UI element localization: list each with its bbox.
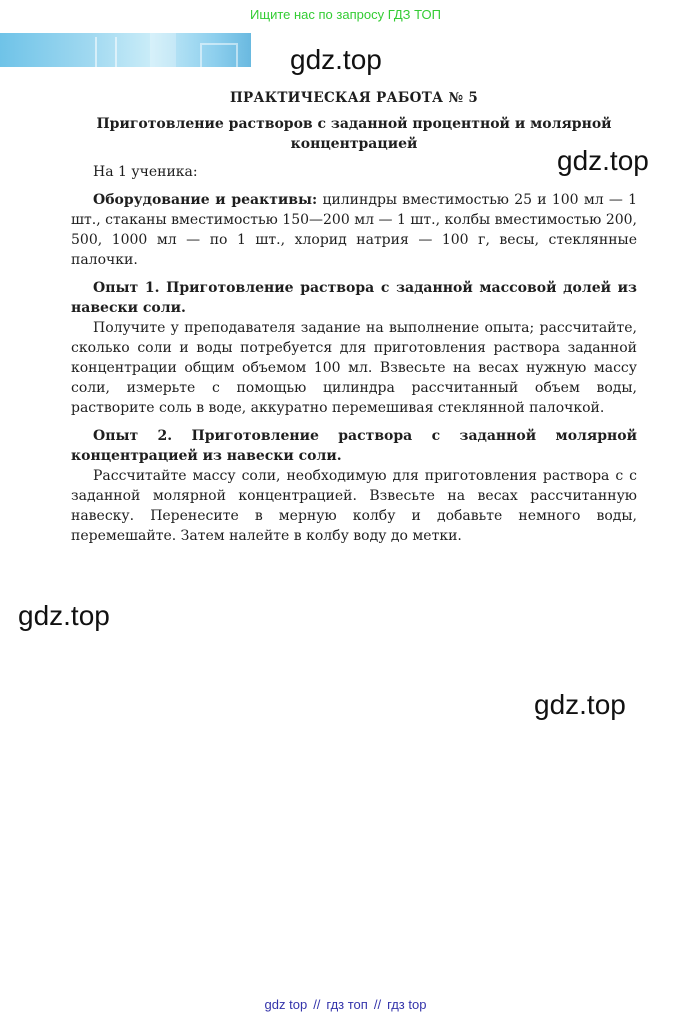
footer-separator: // xyxy=(373,997,382,1012)
footer-links xyxy=(0,997,691,1012)
glassware-shape xyxy=(200,43,238,67)
page-title: ПРАКТИЧЕСКАЯ РАБОТА № 5 xyxy=(229,90,479,106)
footer-link[interactable]: gdz top xyxy=(264,997,308,1012)
experiment-1-text: Получите у преподавателя задание на выполнение опыта; рассчитайте, сколько соли и воды потребуется для приготовления раствора заданной концентрации общим объемом 100 мл. Взвесьте на весах нужную массу соли, измерьте с помощью цилиндра рассчитанный объем воды, растворите соль в воде, аккуратно перемешивая стеклянной палочкой. xyxy=(71,320,637,416)
page-subtitle: Приготовление растворов с заданной процентной и молярной концентрацией xyxy=(96,116,612,152)
watermark: gdz.top xyxy=(557,145,649,176)
glassware-shape xyxy=(150,33,176,67)
intro-text: На 1 ученика: xyxy=(93,164,198,180)
footer-link[interactable]: гдз топ xyxy=(326,997,368,1012)
equipment-text: цилиндры вместимостью 25 и 100 мл — 1 шт., стаканы вместимостью 150—200 мл — 1 шт., колбы вместимостью 200, 500, 1000 мл — по 1 шт., хлорид натрия — 100 г, весы, стеклянные палочки. xyxy=(71,192,637,268)
experiment-2-heading: Опыт 2. Приготовление раствора с заданной молярной концентрацией из навески соли. xyxy=(71,428,637,464)
watermark: gdz.top xyxy=(18,600,110,631)
equipment-paragraph xyxy=(71,190,637,270)
experiment-2-text: Рассчитайте массу соли, необходимую для приготовления раствора с с заданной молярной концентрацией. Взвесьте на весах рассчитанную навеску. Перенесите в мерную колбу и добавьте немного воды, перемешайте. Затем налейте в колбу воду до метки. xyxy=(71,468,637,544)
search-hint-link[interactable]: Ищите нас по запросу ГДЗ ТОП xyxy=(250,7,441,22)
watermark: gdz.top xyxy=(534,689,626,720)
experiment-1-heading: Опыт 1. Приготовление раствора с заданной массовой долей из навески соли. xyxy=(71,280,637,316)
glassware-shape xyxy=(95,37,117,67)
footer-separator: // xyxy=(313,997,321,1012)
equipment-label: Оборудование и реактивы: xyxy=(93,192,318,208)
document-body xyxy=(71,88,637,554)
header-banner-image xyxy=(0,33,251,67)
watermark: gdz.top xyxy=(290,44,382,75)
footer-link[interactable]: гдз top xyxy=(387,997,427,1012)
